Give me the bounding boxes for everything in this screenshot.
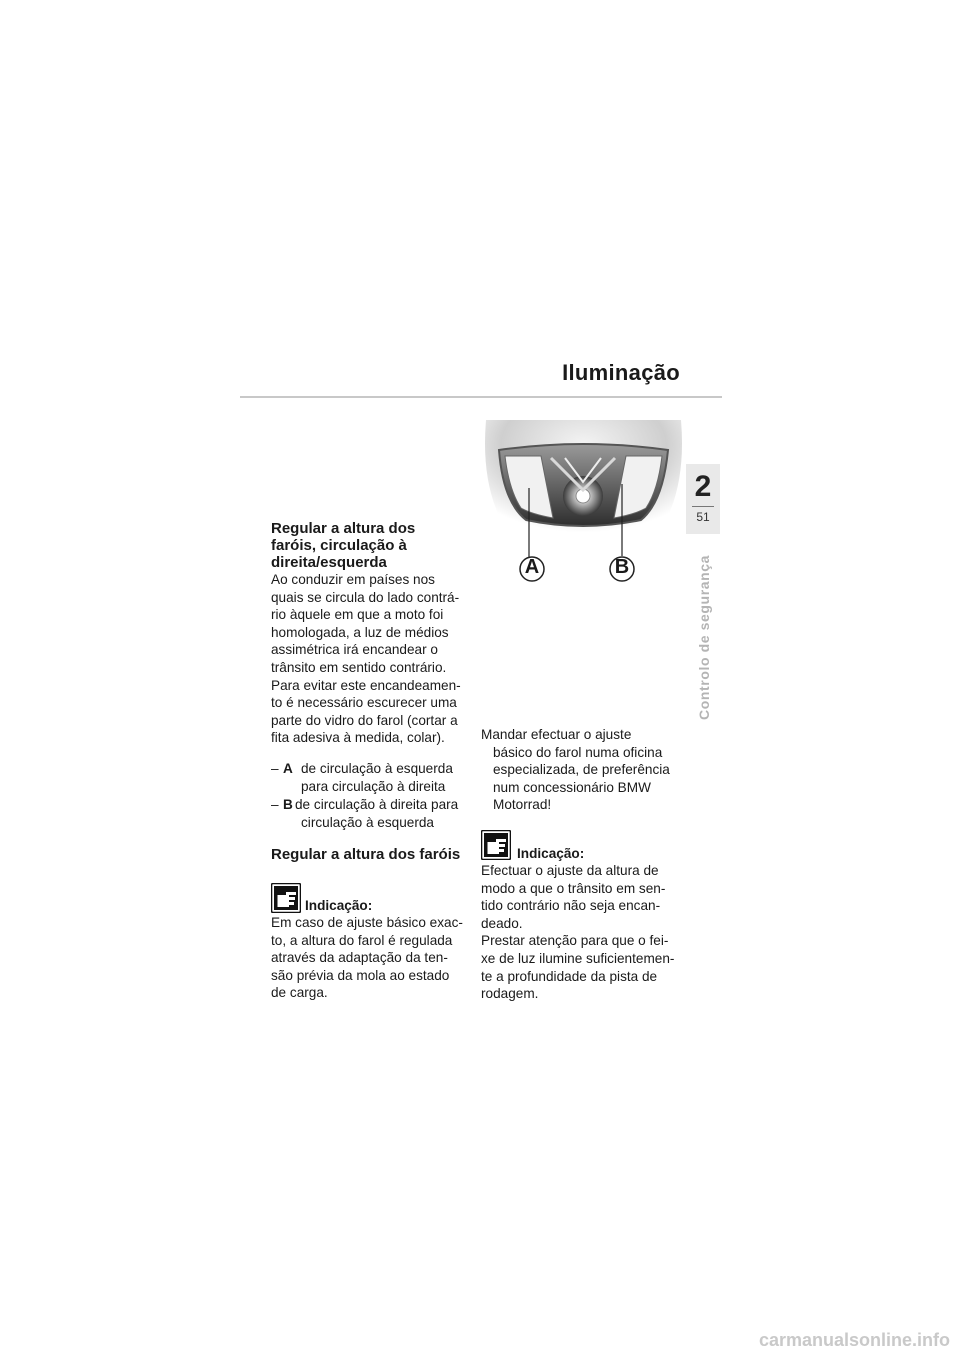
text-line: Ao conduzir em países nos — [271, 572, 435, 587]
text-line: trânsito em sentido contrário. — [271, 659, 447, 675]
text-line: Efectuar o ajuste da altura de — [481, 863, 659, 878]
text-line: rio àquele em que a moto foi — [271, 607, 444, 623]
watermark: carmanualsonline.info — [758, 1330, 950, 1350]
chapter-divider — [692, 506, 714, 507]
text-line: quais se circula do lado contrá- — [271, 589, 460, 605]
chapter-number: 2 — [694, 470, 712, 503]
text-line: te a profundidade da pista de — [481, 968, 658, 984]
text-line: homologada, a luz de médios — [271, 624, 449, 640]
text-line: especializada, de preferência — [493, 762, 670, 778]
text-line: deado. — [481, 915, 523, 931]
intro-paragraph — [271, 571, 476, 747]
page-title: Iluminação — [562, 360, 680, 385]
heading-line: direita/esquerda — [271, 554, 387, 571]
note-label: Indicação: — [305, 898, 373, 913]
list-text: para circulação à direita — [301, 779, 446, 794]
text-line: básico do farol numa oficina — [493, 744, 663, 760]
heading-line: Regular a altura dos — [271, 520, 416, 537]
note-text — [271, 914, 476, 1002]
list-letter: B — [283, 797, 293, 812]
list-dash: – — [271, 761, 279, 776]
section-heading-1 — [271, 520, 476, 571]
callout-label-b: B — [614, 556, 630, 578]
section-heading-2: Regular a altura dos faróis — [271, 846, 461, 863]
hand-pointer-icon — [271, 883, 301, 913]
note-text — [481, 862, 686, 1003]
list-dash: – — [271, 797, 279, 812]
text-line: to é necessário escurecer uma — [271, 695, 457, 711]
text-line: Para evitar este encandeamen- — [271, 677, 461, 693]
text-line: de carga. — [271, 985, 328, 1001]
text-line: Mandar efectuar o ajuste — [481, 727, 632, 742]
text-line: Prestar atenção para que o fei- — [481, 933, 669, 949]
list-text: de circulação à direita para — [295, 797, 459, 812]
headlight-figure — [481, 420, 686, 600]
note-label: Indicação: — [517, 846, 585, 861]
hand-pointer-icon — [481, 830, 511, 860]
callout-label-a: A — [524, 556, 540, 578]
service-paragraph — [481, 726, 686, 814]
list-text: de circulação à esquerda — [301, 761, 453, 776]
text-line: tido contrário não seja encan- — [481, 898, 661, 914]
text-line: xe de luz ilumine suficientemen- — [481, 950, 675, 966]
text-line: através da adaptação da ten- — [271, 950, 448, 966]
text-line: parte do vidro do farol (cortar a — [271, 712, 458, 728]
text-line: to, a altura do farol é regulada — [271, 932, 453, 948]
page-number: 51 — [696, 510, 710, 524]
text-line: são prévia da mola ao estado — [271, 967, 450, 983]
text-line: fita adesiva à medida, colar). — [271, 730, 445, 746]
text-line: modo a que o trânsito em sen- — [481, 880, 666, 896]
heading-line: faróis, circulação à — [271, 537, 407, 554]
list-text: circulação à esquerda — [301, 815, 434, 830]
text-line: assimétrica irá encandear o — [271, 642, 438, 658]
list-item — [271, 760, 481, 800]
text-line: Motorrad! — [493, 797, 552, 813]
list-item — [271, 796, 481, 836]
text-line: Em caso de ajuste básico exac- — [271, 915, 463, 930]
list-letter: A — [283, 761, 293, 776]
text-line: rodagem. — [481, 986, 539, 1002]
text-line: num concessionário BMW — [493, 779, 651, 795]
chapter-side-label: Controlo de segurança — [696, 554, 712, 720]
header-rule — [240, 396, 722, 398]
